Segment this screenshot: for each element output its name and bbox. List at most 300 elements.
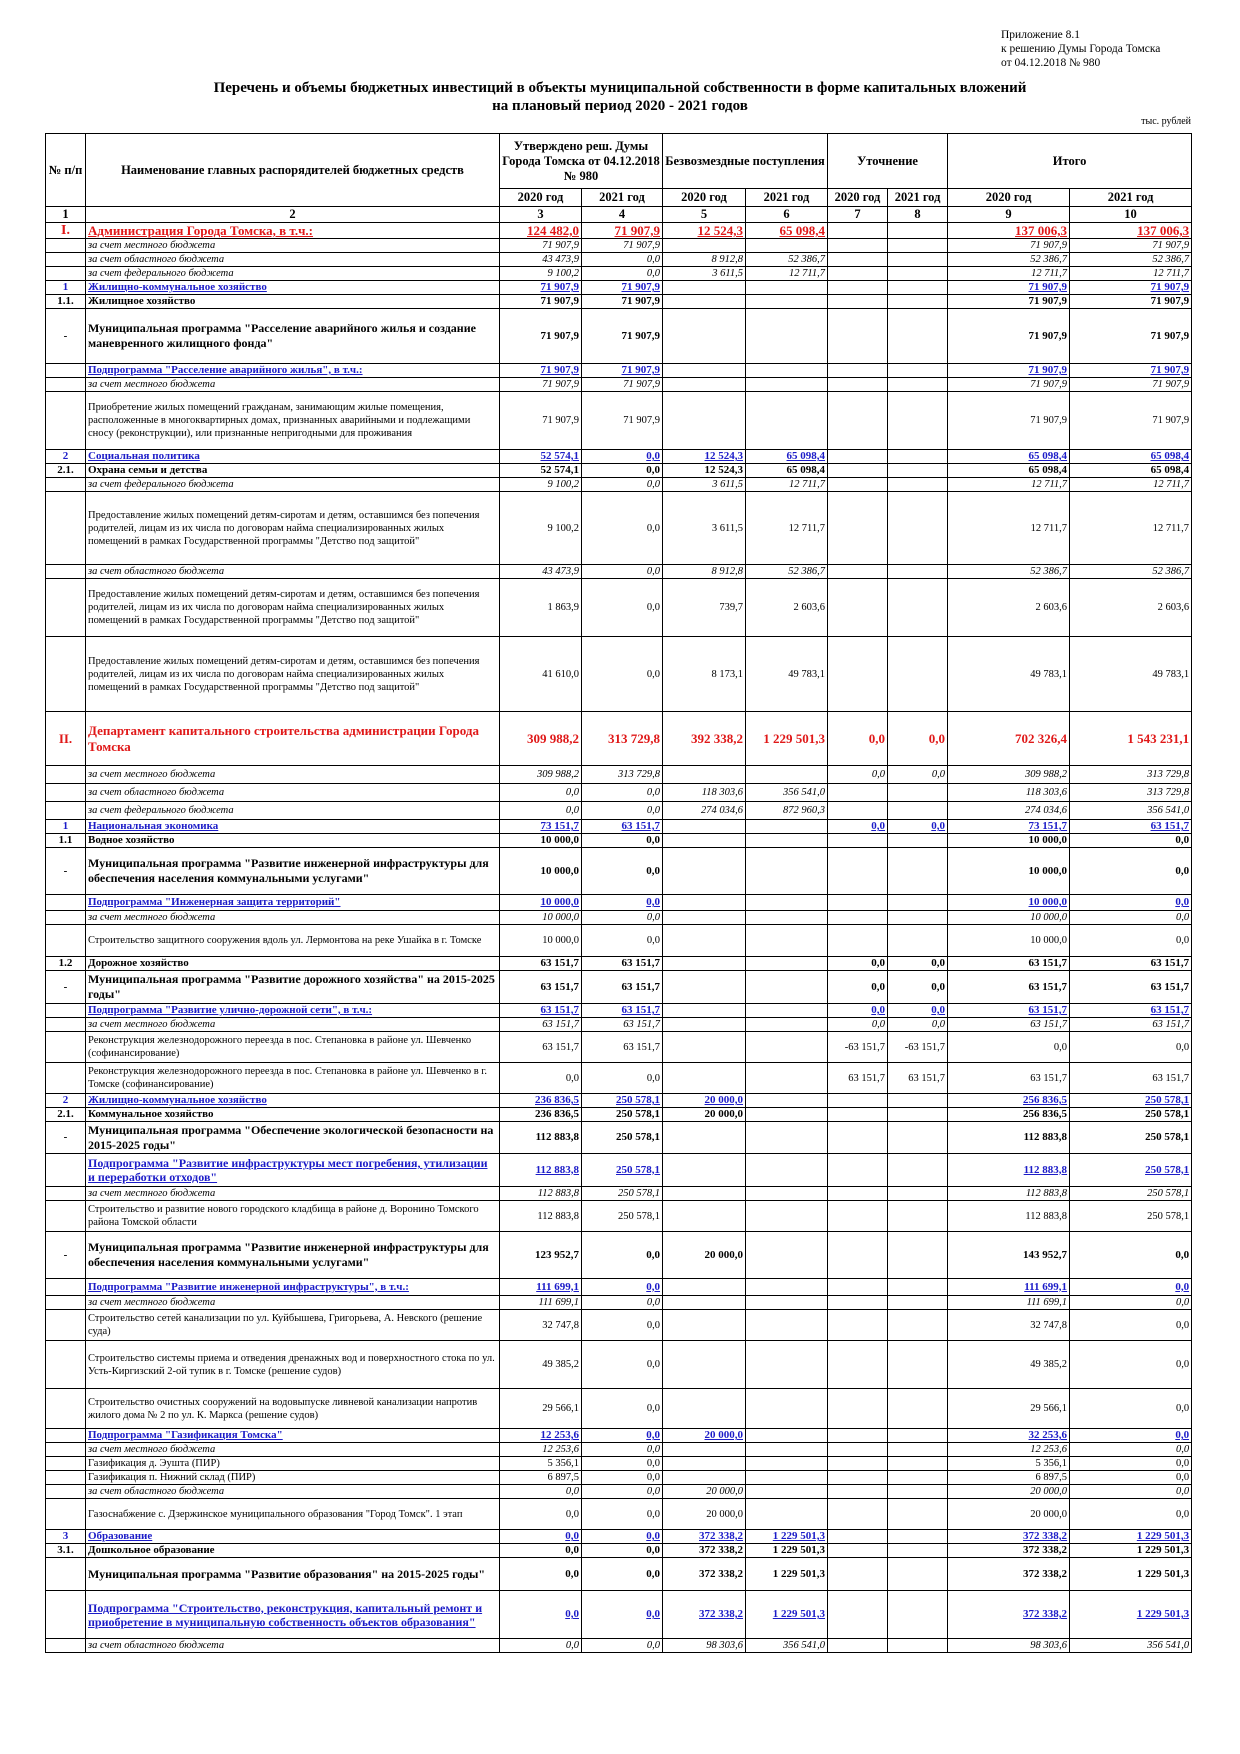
grants-2020: 98 303,6 [663, 1639, 746, 1653]
approved-2021: 250 578,1 [582, 1154, 663, 1187]
refine-2021 [888, 925, 948, 957]
approved-2020: 1 863,9 [500, 579, 582, 637]
grants-2021 [746, 309, 828, 364]
row-number: - [46, 1122, 86, 1154]
approved-2020: 63 151,7 [500, 1018, 582, 1032]
approved-2020: 123 952,7 [500, 1232, 582, 1279]
total-2021: 0,0 [1070, 1310, 1192, 1341]
approved-2020: 112 883,8 [500, 1154, 582, 1187]
approved-2021: 71 907,9 [582, 239, 663, 253]
total-2021: 63 151,7 [1070, 1004, 1192, 1018]
row-name: Муниципальная программа "Развитие инженерной инфраструктуры для обеспечения населения коммунальными услугами" [86, 1232, 500, 1279]
total-2020: 12 711,7 [948, 492, 1070, 565]
table-row [46, 378, 1192, 392]
grants-2020 [663, 392, 746, 450]
refine-2021 [888, 1558, 948, 1591]
grants-2020: 8 173,1 [663, 637, 746, 712]
table-row [46, 1201, 1192, 1232]
table-row [46, 1108, 1192, 1122]
approved-2021: 0,0 [582, 450, 663, 464]
total-2021: 12 711,7 [1070, 267, 1192, 281]
table-row [46, 1004, 1192, 1018]
header-year: 2020 год [663, 189, 746, 207]
approved-2021: 0,0 [582, 911, 663, 925]
grants-2020: 8 912,8 [663, 253, 746, 267]
grants-2021 [746, 1341, 828, 1389]
grants-2021 [746, 1094, 828, 1108]
table-row [46, 464, 1192, 478]
total-2021: 71 907,9 [1070, 309, 1192, 364]
row-number [46, 1457, 86, 1471]
row-name: Департамент капитального строительства администрации Города Томска [86, 712, 500, 766]
approved-2020: 0,0 [500, 1591, 582, 1639]
row-number [46, 1018, 86, 1032]
approved-2021: 0,0 [582, 492, 663, 565]
table-row [46, 895, 1192, 911]
approved-2021: 63 151,7 [582, 820, 663, 834]
grants-2021 [746, 1063, 828, 1094]
refine-2020 [828, 1187, 888, 1201]
approved-2021: 71 907,9 [582, 378, 663, 392]
approved-2020: 63 151,7 [500, 1004, 582, 1018]
approved-2020: 63 151,7 [500, 971, 582, 1004]
total-2021: 1 229 501,3 [1070, 1558, 1192, 1591]
total-2020: 143 952,7 [948, 1232, 1070, 1279]
refine-2021 [888, 1187, 948, 1201]
grants-2020 [663, 848, 746, 895]
total-2021: 71 907,9 [1070, 239, 1192, 253]
row-name: Дорожное хозяйство [86, 957, 500, 971]
refine-2020 [828, 392, 888, 450]
document-title [0, 79, 1240, 115]
row-number [46, 1201, 86, 1232]
refine-2021 [888, 1639, 948, 1653]
refine-2021: 0,0 [888, 712, 948, 766]
total-2020: 372 338,2 [948, 1530, 1070, 1544]
grants-2021 [746, 364, 828, 378]
total-2021: 63 151,7 [1070, 820, 1192, 834]
total-2020: 63 151,7 [948, 1063, 1070, 1094]
refine-2020 [828, 911, 888, 925]
row-number: 1 [46, 281, 86, 295]
row-name: за счет местного бюджета [86, 239, 500, 253]
approved-2020: 71 907,9 [500, 281, 582, 295]
grants-2020 [663, 957, 746, 971]
grants-2021: 1 229 501,3 [746, 1530, 828, 1544]
refine-2021 [888, 1154, 948, 1187]
grants-2020 [663, 1310, 746, 1341]
row-name: Строительство очистных сооружений на водовыпуске ливневой канализации напротив жилого дома № 2 по ул. К. Маркса (решение судов) [86, 1389, 500, 1429]
table-row [46, 1591, 1192, 1639]
grants-2021 [746, 295, 828, 309]
grants-2020 [663, 834, 746, 848]
refine-2021 [888, 450, 948, 464]
grants-2020: 274 034,6 [663, 802, 746, 820]
row-number [46, 1063, 86, 1094]
column-number: 4 [582, 207, 663, 223]
row-name: за счет местного бюджета [86, 378, 500, 392]
total-2021: 1 229 501,3 [1070, 1544, 1192, 1558]
grants-2021 [746, 1296, 828, 1310]
table-row [46, 766, 1192, 784]
header-year: 2020 год [500, 189, 582, 207]
grants-2020: 372 338,2 [663, 1591, 746, 1639]
approved-2021: 63 151,7 [582, 957, 663, 971]
refine-2021 [888, 1296, 948, 1310]
refine-2021 [888, 1122, 948, 1154]
refine-2020 [828, 1279, 888, 1296]
row-number [46, 1591, 86, 1639]
grants-2020: 3 611,5 [663, 478, 746, 492]
table-row [46, 1639, 1192, 1653]
grants-2021 [746, 1471, 828, 1485]
total-2020: 71 907,9 [948, 295, 1070, 309]
approved-2020: 71 907,9 [500, 392, 582, 450]
grants-2021 [746, 1279, 828, 1296]
approved-2020: 111 699,1 [500, 1279, 582, 1296]
grants-2020 [663, 820, 746, 834]
table-row [46, 848, 1192, 895]
grants-2020 [663, 766, 746, 784]
total-2021: 0,0 [1070, 1279, 1192, 1296]
table-row [46, 450, 1192, 464]
row-number [46, 1389, 86, 1429]
refine-2020 [828, 848, 888, 895]
refine-2020 [828, 1310, 888, 1341]
grants-2020 [663, 295, 746, 309]
column-number: 10 [1070, 207, 1192, 223]
grants-2020: 3 611,5 [663, 267, 746, 281]
total-2021: 0,0 [1070, 834, 1192, 848]
refine-2021 [888, 1279, 948, 1296]
total-2021: 49 783,1 [1070, 637, 1192, 712]
grants-2020: 20 000,0 [663, 1485, 746, 1499]
row-name: Строительство и развитие нового городского кладбища в районе д. Воронино Томского района Томской области [86, 1201, 500, 1232]
total-2020: 274 034,6 [948, 802, 1070, 820]
refine-2020: 0,0 [828, 712, 888, 766]
approved-2020: 9 100,2 [500, 267, 582, 281]
refine-2020 [828, 1429, 888, 1443]
total-2020: 71 907,9 [948, 239, 1070, 253]
row-name: Муниципальная программа "Обеспечение экологической безопасности на 2015-2025 годы" [86, 1122, 500, 1154]
approved-2021: 71 907,9 [582, 281, 663, 295]
grants-2021 [746, 848, 828, 895]
total-2020: 111 699,1 [948, 1279, 1070, 1296]
grants-2020: 12 524,3 [663, 464, 746, 478]
grants-2021 [746, 1032, 828, 1063]
grants-2020 [663, 1032, 746, 1063]
refine-2021 [888, 281, 948, 295]
approved-2021: 0,0 [582, 579, 663, 637]
title-line-2: на плановый период 2020 - 2021 годов [492, 98, 748, 114]
grants-2021: 1 229 501,3 [746, 712, 828, 766]
total-2020: 52 386,7 [948, 565, 1070, 579]
grants-2021 [746, 1499, 828, 1530]
row-name: Приобретение жилых помещений гражданам, занимающим жилые помещения, расположенные в многоквартирных домах, признанных аварийными и подлежащими сносу (реконструкции), или признанные непригодными для проживания [86, 392, 500, 450]
approved-2020: 6 897,5 [500, 1471, 582, 1485]
row-number [46, 267, 86, 281]
refine-2021 [888, 1457, 948, 1471]
approved-2020: 0,0 [500, 1544, 582, 1558]
refine-2020 [828, 1457, 888, 1471]
header-approved: Утверждено реш. Думы Города Томска от 04.12.2018 № 980 [500, 134, 663, 189]
grants-2021 [746, 1122, 828, 1154]
row-number [46, 895, 86, 911]
refine-2020 [828, 1443, 888, 1457]
total-2020: 112 883,8 [948, 1154, 1070, 1187]
total-2020: 29 566,1 [948, 1389, 1070, 1429]
row-name: Реконструкция железнодорожного переезда в пос. Степановка в районе ул. Шевченко в г. Томске (софинансирование) [86, 1063, 500, 1094]
refine-2020 [828, 1201, 888, 1232]
refine-2020 [828, 1122, 888, 1154]
grants-2020 [663, 1122, 746, 1154]
total-2020: 71 907,9 [948, 364, 1070, 378]
row-name: за счет областного бюджета [86, 784, 500, 802]
grants-2020 [663, 1187, 746, 1201]
row-number [46, 1310, 86, 1341]
row-number [46, 1154, 86, 1187]
total-2021: 65 098,4 [1070, 464, 1192, 478]
grants-2021 [746, 820, 828, 834]
row-number [46, 637, 86, 712]
header-name: Наименование главных распорядителей бюджетных средств [86, 134, 500, 207]
column-number: 6 [746, 207, 828, 223]
row-number: - [46, 971, 86, 1004]
approved-2021: 0,0 [582, 637, 663, 712]
row-name: Муниципальная программа "Расселение аварийного жилья и создание маневренного жилищного фонда" [86, 309, 500, 364]
table-row [46, 1296, 1192, 1310]
approved-2021: 0,0 [582, 1443, 663, 1457]
total-2021: 65 098,4 [1070, 450, 1192, 464]
table-row [46, 1063, 1192, 1094]
approved-2021: 0,0 [582, 1530, 663, 1544]
table-row [46, 223, 1192, 239]
row-number: 1.2 [46, 957, 86, 971]
table-row [46, 820, 1192, 834]
approved-2020: 0,0 [500, 1639, 582, 1653]
total-2020: 49 385,2 [948, 1341, 1070, 1389]
grants-2021: 65 098,4 [746, 450, 828, 464]
approved-2021: 0,0 [582, 267, 663, 281]
total-2020: 112 883,8 [948, 1201, 1070, 1232]
row-name: Национальная экономика [86, 820, 500, 834]
total-2021: 313 729,8 [1070, 766, 1192, 784]
grants-2020 [663, 925, 746, 957]
refine-2020 [828, 1499, 888, 1530]
refine-2020 [828, 637, 888, 712]
approved-2020: 5 356,1 [500, 1457, 582, 1471]
row-name: Газификация п. Нижний склад (ПИР) [86, 1471, 500, 1485]
table-row [46, 267, 1192, 281]
approved-2020: 10 000,0 [500, 895, 582, 911]
total-2020: 32 253,6 [948, 1429, 1070, 1443]
row-name: Администрация Города Томска, в т.ч.: [86, 223, 500, 239]
grants-2021 [746, 911, 828, 925]
refine-2021 [888, 1108, 948, 1122]
refine-2021 [888, 1232, 948, 1279]
grants-2020 [663, 281, 746, 295]
total-2021: 0,0 [1070, 911, 1192, 925]
table-row [46, 295, 1192, 309]
row-name: Газификация д. Эушта (ПИР) [86, 1457, 500, 1471]
grants-2021 [746, 1485, 828, 1499]
total-2020: 49 783,1 [948, 637, 1070, 712]
approved-2021: 71 907,9 [582, 223, 663, 239]
refine-2021 [888, 1591, 948, 1639]
total-2020: 65 098,4 [948, 464, 1070, 478]
row-name: Охрана семьи и детства [86, 464, 500, 478]
refine-2020 [828, 1530, 888, 1544]
refine-2020 [828, 253, 888, 267]
grants-2021: 52 386,7 [746, 565, 828, 579]
total-2021: 250 578,1 [1070, 1154, 1192, 1187]
budget-table [45, 133, 1192, 1653]
approved-2021: 0,0 [582, 802, 663, 820]
approved-2020: 71 907,9 [500, 239, 582, 253]
total-2020: 112 883,8 [948, 1187, 1070, 1201]
refine-2020 [828, 1108, 888, 1122]
table-row [46, 802, 1192, 820]
grants-2021 [746, 971, 828, 1004]
refine-2020: 0,0 [828, 766, 888, 784]
refine-2020 [828, 1591, 888, 1639]
refine-2021 [888, 1389, 948, 1429]
row-name: Газоснабжение с. Дзержинское муниципального образования "Город Томск". 1 этап [86, 1499, 500, 1530]
approved-2021: 250 578,1 [582, 1094, 663, 1108]
row-number [46, 1639, 86, 1653]
total-2020: 71 907,9 [948, 378, 1070, 392]
row-number [46, 253, 86, 267]
grants-2021 [746, 378, 828, 392]
approved-2021: 250 578,1 [582, 1187, 663, 1201]
total-2021: 356 541,0 [1070, 1639, 1192, 1653]
refine-2020 [828, 464, 888, 478]
total-2020: 20 000,0 [948, 1499, 1070, 1530]
grants-2021 [746, 957, 828, 971]
row-number [46, 364, 86, 378]
refine-2020 [828, 492, 888, 565]
row-name: Жилищно-коммунальное хозяйство [86, 1094, 500, 1108]
table-row [46, 1279, 1192, 1296]
total-2020: 10 000,0 [948, 925, 1070, 957]
approved-2021: 0,0 [582, 1558, 663, 1591]
approved-2020: 9 100,2 [500, 492, 582, 565]
approved-2021: 313 729,8 [582, 766, 663, 784]
refine-2021 [888, 464, 948, 478]
refine-2021 [888, 1443, 948, 1457]
row-name: Подпрограмма "Инженерная защита территорий" [86, 895, 500, 911]
row-number: II. [46, 712, 86, 766]
refine-2020 [828, 1341, 888, 1389]
total-2021: 0,0 [1070, 1232, 1192, 1279]
total-2021: 250 578,1 [1070, 1201, 1192, 1232]
total-2021: 71 907,9 [1070, 295, 1192, 309]
refine-2020 [828, 1389, 888, 1429]
column-number: 3 [500, 207, 582, 223]
total-2020: 73 151,7 [948, 820, 1070, 834]
row-number [46, 1296, 86, 1310]
approved-2020: 236 836,5 [500, 1108, 582, 1122]
refine-2020 [828, 784, 888, 802]
row-name: за счет областного бюджета [86, 1639, 500, 1653]
refine-2021 [888, 1485, 948, 1499]
grants-2021 [746, 239, 828, 253]
refine-2020 [828, 1471, 888, 1485]
table-row [46, 1232, 1192, 1279]
total-2020: 63 151,7 [948, 1004, 1070, 1018]
row-name: Социальная политика [86, 450, 500, 464]
column-number: 9 [948, 207, 1070, 223]
approved-2021: 0,0 [582, 784, 663, 802]
refine-2021 [888, 492, 948, 565]
total-2021: 0,0 [1070, 1471, 1192, 1485]
refine-2020 [828, 478, 888, 492]
refine-2020 [828, 1558, 888, 1591]
column-number: 7 [828, 207, 888, 223]
row-number: 2 [46, 1094, 86, 1108]
grants-2021: 872 960,3 [746, 802, 828, 820]
approved-2020: 52 574,1 [500, 450, 582, 464]
approved-2020: 0,0 [500, 1063, 582, 1094]
refine-2021 [888, 295, 948, 309]
grants-2020 [663, 971, 746, 1004]
refine-2021 [888, 364, 948, 378]
approved-2020: 71 907,9 [500, 378, 582, 392]
approved-2021: 63 151,7 [582, 1004, 663, 1018]
total-2021: 71 907,9 [1070, 364, 1192, 378]
total-2020: 12 711,7 [948, 478, 1070, 492]
refine-2021 [888, 802, 948, 820]
row-number [46, 579, 86, 637]
grants-2020 [663, 1341, 746, 1389]
approved-2020: 124 482,0 [500, 223, 582, 239]
row-name: за счет областного бюджета [86, 253, 500, 267]
grants-2021: 49 783,1 [746, 637, 828, 712]
row-name: Жилищно-коммунальное хозяйство [86, 281, 500, 295]
table-body [46, 223, 1192, 1653]
total-2021: 71 907,9 [1070, 378, 1192, 392]
refine-2020 [828, 239, 888, 253]
approved-2021: 0,0 [582, 1279, 663, 1296]
grants-2020: 3 611,5 [663, 492, 746, 565]
approved-2021: 0,0 [582, 1591, 663, 1639]
total-2020: 12 253,6 [948, 1443, 1070, 1457]
total-2021: 137 006,3 [1070, 223, 1192, 239]
table-row [46, 834, 1192, 848]
approved-2021: 0,0 [582, 848, 663, 895]
approved-2020: 71 907,9 [500, 295, 582, 309]
row-name: Подпрограмма "Расселение аварийного жилья", в т.ч.: [86, 364, 500, 378]
table-row [46, 1310, 1192, 1341]
total-2020: 256 836,5 [948, 1094, 1070, 1108]
table-row [46, 1544, 1192, 1558]
total-2020: 0,0 [948, 1032, 1070, 1063]
row-number [46, 1004, 86, 1018]
grants-2021 [746, 766, 828, 784]
annex-line-3: от 04.12.2018 № 980 [1001, 57, 1101, 69]
row-name: Коммунальное хозяйство [86, 1108, 500, 1122]
approved-2021: 0,0 [582, 1063, 663, 1094]
approved-2020: 309 988,2 [500, 766, 582, 784]
table-row [46, 957, 1192, 971]
row-number [46, 1032, 86, 1063]
refine-2021 [888, 392, 948, 450]
row-name: Водное хозяйство [86, 834, 500, 848]
header-grants: Безвозмездные поступления [663, 134, 828, 189]
column-number: 1 [46, 207, 86, 223]
row-name: Предоставление жилых помещений детям-сиротам и детям, оставшимся без попечения родителей, лицам из их числа по договорам найма специализированных жилых помещений в рамках Государственной программы "Детство под защитой" [86, 492, 500, 565]
total-2021: 63 151,7 [1070, 971, 1192, 1004]
